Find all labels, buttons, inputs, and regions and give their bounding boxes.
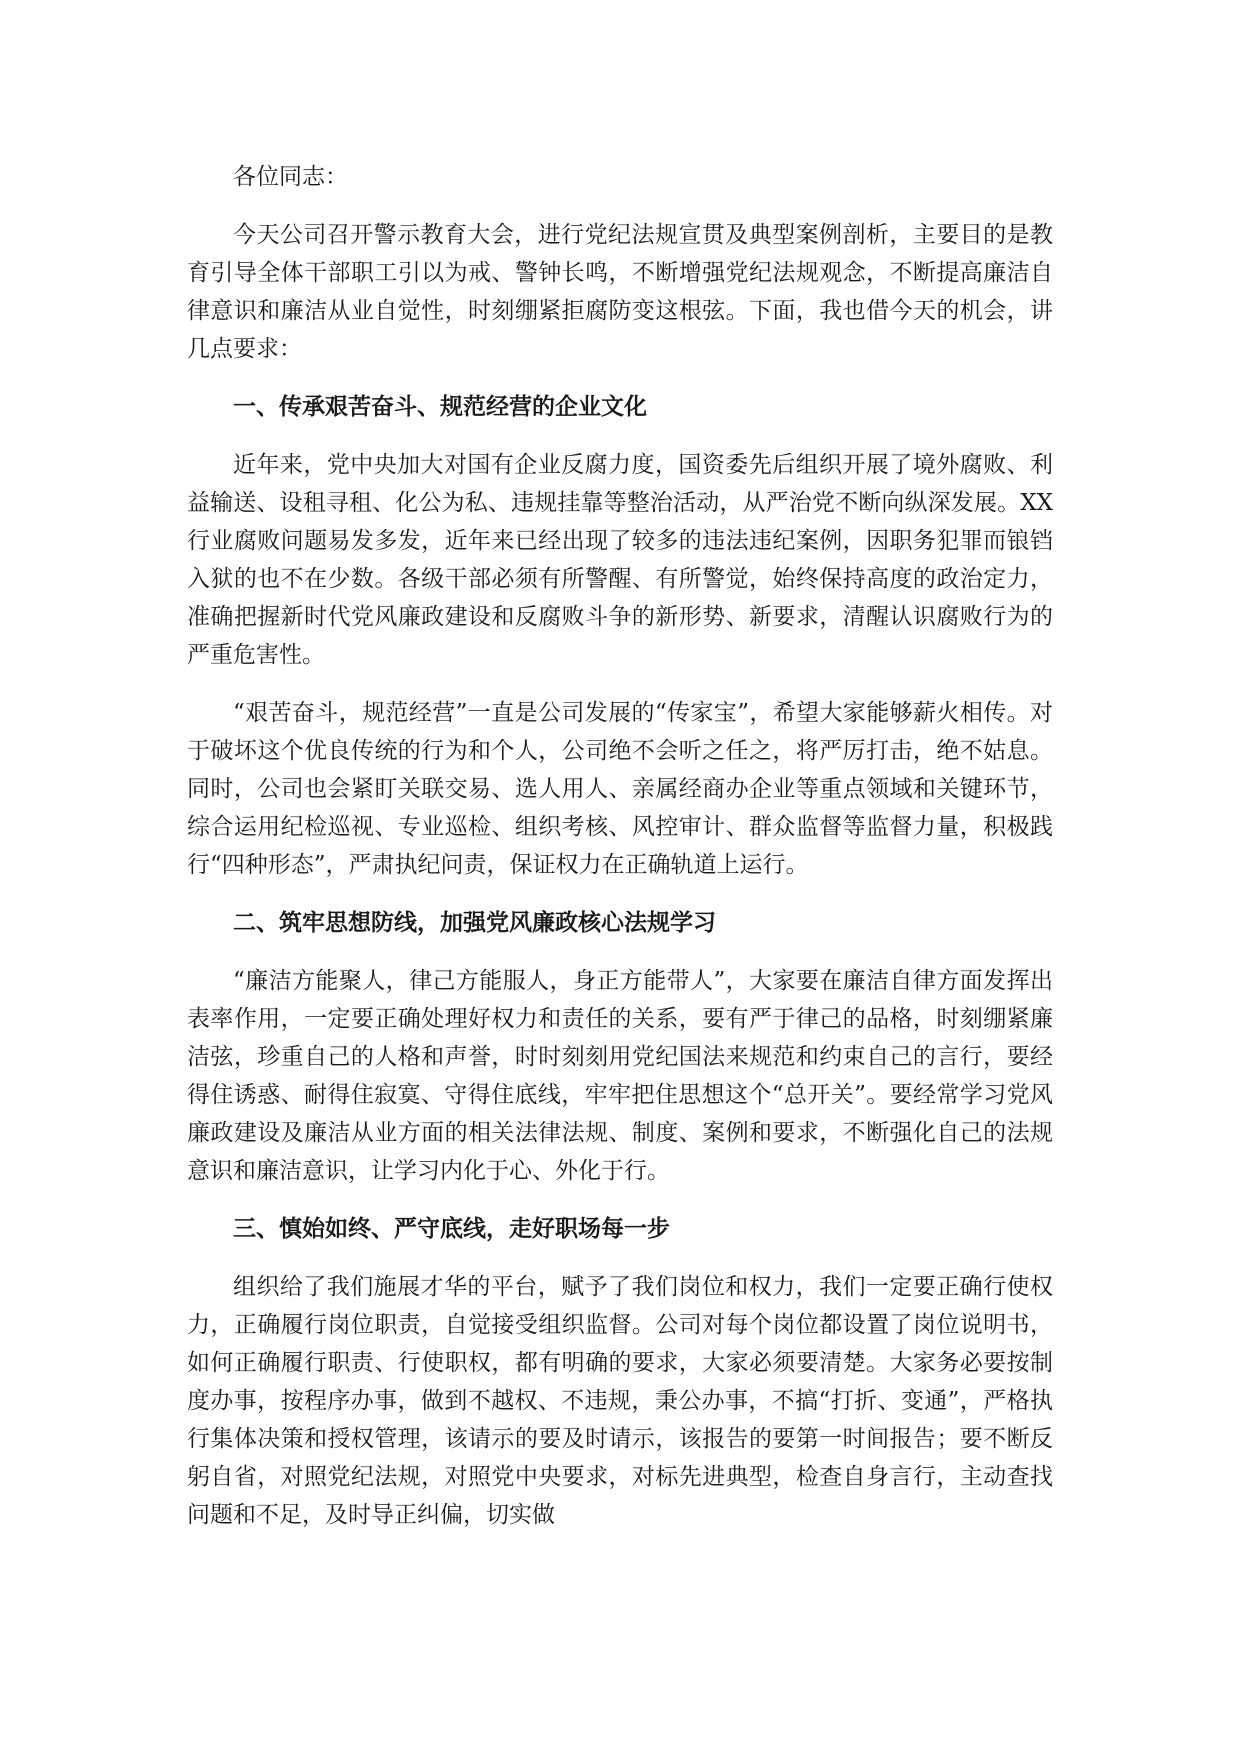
- greeting: 各位同志：: [233, 164, 348, 190]
- section-1-paragraph-1: 近年来，党中央加大对国有企业反腐力度，国资委先后组织开展了境外腐败、利益输送、设租寻租、化公为私、违规挂靠等整治活动，从严治党不断向纵深发展。XX行业腐败问题易发多发，近年来已经出现了较多的违法违纪案例，因职务犯罪而锒铛入狱的也不在少数。各级干部必须有所警醒、有所警觉，始终保持高度的政治定力，准确把握新时代党风廉政建设和反腐败斗争的新形势、新要求，清醒认识腐败行为的严重危害性。: [187, 452, 1053, 668]
- section-1-paragraph-2: “艰苦奋斗，规范经营”一直是公司发展的“传家宝”，希望大家能够薪火相传。对于破坏这个优良传统的行为和个人，公司绝不会听之任之，将严厉打击，绝不姑息。同时，公司也会紧盯关联交易、选人用人、亲属经商办企业等重点领域和关键环节，综合运用纪检巡视、专业巡检、组织考核、风控审计、群众监督等监督力量，积极践行“四种形态”，严肃执纪问责，保证权力在正确轨道上运行。: [187, 700, 1053, 878]
- section-heading-2: 二、筑牢思想防线，加强党风廉政核心法规学习: [233, 910, 716, 936]
- section-2-paragraph-1: “廉洁方能聚人，律己方能服人，身正方能带人”，大家要在廉洁自律方面发挥出表率作用，一定要正确处理好权力和责任的关系，要有严于律己的品格，时刻绷紧廉洁弦，珍重自己的人格和声誉，时时刻刻用党纪国法来规范和约束自己的言行，要经得住诱惑、耐得住寂寞、守得住底线，牢牢把住思想这个“总开关”。要经常学习党风廉政建设及廉洁从业方面的相关法律法规、制度、案例和要求，不断强化自己的法规意识和廉洁意识，让学习内化于心、外化于行。: [187, 968, 1053, 1184]
- section-3-paragraph-1: 组织给了我们施展才华的平台，赋予了我们岗位和权力，我们一定要正确行使权力，正确履行岗位职责，自觉接受组织监督。公司对每个岗位都设置了岗位说明书，如何正确履行职责、行使职权，都有明确的要求，大家必须要清楚。大家务必要按制度办事，按程序办事，做到不越权、不违规，秉公办事，不搞“打折、变通”，严格执行集体决策和授权管理，该请示的要及时请示，该报告的要第一时间报告；要不断反躬自省，对照党纪法规，对照党中央要求，对标先进典型，检查自身言行，主动查找问题和不足，及时导正纠偏，切实做: [187, 1274, 1053, 1528]
- document-body: [187, 158, 1053, 1554]
- section-heading-3: 三、慎始如终、严守底线，走好职场每一步: [233, 1216, 670, 1242]
- section-heading-1: 一、传承艰苦奋斗、规范经营的企业文化: [233, 394, 647, 420]
- intro-paragraph: 今天公司召开警示教育大会，进行党纪法规宣贯及典型案例剖析，主要目的是教育引导全体干部职工引以为戒、警钟长鸣，不断增强党纪法规观念，不断提高廉洁自律意识和廉洁从业自觉性，时刻绷紧拒腐防变这根弦。下面，我也借今天的机会，讲几点要求：: [187, 222, 1053, 362]
